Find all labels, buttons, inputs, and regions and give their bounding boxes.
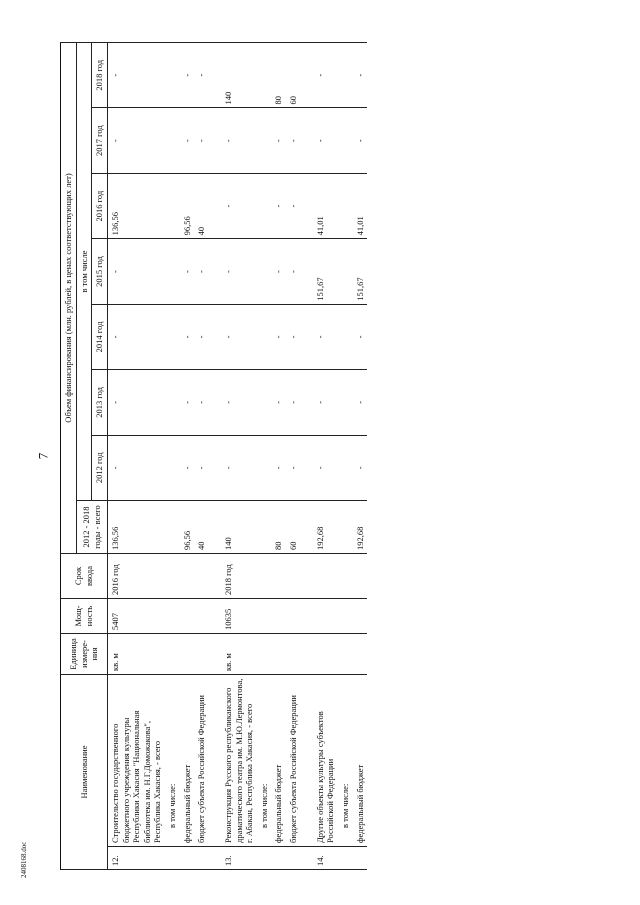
row-year-value: 80 xyxy=(271,43,286,108)
row-name: федеральный бюджет xyxy=(180,675,195,847)
row-number: 14. xyxy=(313,847,338,870)
row-name: в том числе: xyxy=(165,675,180,847)
row-total: 192,68 xyxy=(353,501,368,554)
row-year-value: - xyxy=(180,304,195,369)
row-total xyxy=(338,501,353,554)
row-year-value: - xyxy=(286,173,301,238)
header-commission: Срок ввода xyxy=(61,554,108,599)
row-capacity xyxy=(271,599,286,634)
row-year-value: - xyxy=(180,435,195,500)
row-number: 13. xyxy=(221,847,257,870)
row-year-value xyxy=(165,304,180,369)
row-year-value: - xyxy=(313,435,338,500)
row-capacity: 5407 xyxy=(107,599,165,634)
row-name: Реконструкция Русского республиканского драматического театра им. М.Ю.Лермонтова, г. Абакан, Республика Хакасия, - всего xyxy=(221,675,257,847)
row-year-value: - xyxy=(221,173,257,238)
row-year-value: - xyxy=(107,370,165,435)
row-total: 40 xyxy=(194,501,209,554)
row-year-value: - xyxy=(194,304,209,369)
row-year-value xyxy=(338,108,353,173)
row-year-value xyxy=(338,239,353,304)
row-commission-year xyxy=(165,554,180,599)
row-year-value: - xyxy=(313,108,338,173)
row-year-value: - xyxy=(353,370,368,435)
row-year-value xyxy=(338,304,353,369)
row-commission-year xyxy=(286,554,301,599)
row-commission-year xyxy=(257,554,272,599)
row-year-value: - xyxy=(180,108,195,173)
row-year-value xyxy=(257,43,272,108)
row-year-value: - xyxy=(286,108,301,173)
header-year: 2018 год xyxy=(92,43,108,108)
row-year-value: - xyxy=(194,43,209,108)
row-year-value: - xyxy=(271,173,286,238)
row-year-value: 40 xyxy=(194,173,209,238)
row-name: бюджет субъекта Российской Федерации xyxy=(194,675,209,847)
header-year: 2014 год xyxy=(92,304,108,369)
row-capacity xyxy=(286,599,301,634)
row-year-value xyxy=(257,370,272,435)
row-year-value: 140 xyxy=(221,43,257,108)
row-name: Строительство государственного бюджетного учреждения культуры Республики Хакасия "Национальная библиотека им. Н.Г.Доможакова", Республика Хакасия, - всего xyxy=(107,675,165,847)
row-year-value: - xyxy=(221,304,257,369)
row-year-value xyxy=(165,435,180,500)
row-year-value: - xyxy=(353,108,368,173)
row-total: 96,56 xyxy=(180,501,195,554)
row-total xyxy=(257,501,272,554)
row-number xyxy=(353,847,368,870)
row-commission-year xyxy=(180,554,195,599)
row-number: 12. xyxy=(107,847,165,870)
row-year-value: - xyxy=(271,435,286,500)
header-year: 2016 год xyxy=(92,173,108,238)
row-year-value: - xyxy=(271,304,286,369)
row-year-value xyxy=(165,173,180,238)
row-total: 136,56 xyxy=(107,501,165,554)
row-year-value: - xyxy=(221,435,257,500)
row-capacity xyxy=(180,599,195,634)
row-year-value: - xyxy=(107,435,165,500)
header-year: 2017 год xyxy=(92,108,108,173)
row-year-value xyxy=(338,370,353,435)
header-total: 2012 - 2018 годы - всего xyxy=(76,501,107,554)
row-unit xyxy=(338,634,353,675)
header-including: в том числе xyxy=(76,43,92,501)
row-commission-year xyxy=(271,554,286,599)
header-capacity: Мощ-ность xyxy=(61,599,108,634)
row-name: федеральный бюджет xyxy=(271,675,286,847)
table-row xyxy=(165,43,180,870)
row-commission-year xyxy=(194,554,209,599)
row-unit xyxy=(286,634,301,675)
row-year-value xyxy=(257,173,272,238)
header-name: Наименование xyxy=(61,675,108,870)
row-year-value: - xyxy=(180,43,195,108)
page-number: 7 xyxy=(35,452,51,460)
row-year-value xyxy=(257,239,272,304)
row-year-value xyxy=(165,239,180,304)
row-number xyxy=(194,847,209,870)
table-row xyxy=(313,43,338,870)
row-year-value: - xyxy=(353,304,368,369)
row-unit: кв. м xyxy=(221,634,257,675)
table-row xyxy=(221,43,257,870)
header-year: 2012 год xyxy=(92,435,108,500)
row-year-value: - xyxy=(180,239,195,304)
row-year-value: - xyxy=(286,239,301,304)
row-year-value: - xyxy=(107,43,165,108)
footer-filename: 2408168.doc xyxy=(20,841,28,878)
row-capacity xyxy=(338,599,353,634)
row-year-value: - xyxy=(221,108,257,173)
row-number xyxy=(165,847,180,870)
table-row xyxy=(194,43,209,870)
row-name: Другие объекты культуры субъектов Российской Федерации xyxy=(313,675,338,847)
row-total xyxy=(165,501,180,554)
row-commission-year xyxy=(338,554,353,599)
row-year-value: 41,01 xyxy=(353,173,368,238)
row-commission-year xyxy=(353,554,368,599)
table-row xyxy=(180,43,195,870)
row-name: бюджет субъекта Российской Федерации xyxy=(286,675,301,847)
header-year: 2015 год xyxy=(92,239,108,304)
row-year-value: - xyxy=(107,239,165,304)
row-year-value: - xyxy=(286,304,301,369)
row-unit xyxy=(194,634,209,675)
row-name: федеральный бюджет xyxy=(353,675,368,847)
row-commission-year xyxy=(313,554,338,599)
row-year-value: - xyxy=(194,435,209,500)
row-year-value: - xyxy=(271,239,286,304)
row-capacity xyxy=(257,599,272,634)
table-row xyxy=(271,43,286,870)
row-unit xyxy=(180,634,195,675)
row-year-value xyxy=(257,304,272,369)
row-year-value: 41,01 xyxy=(313,173,338,238)
row-year-value: - xyxy=(313,370,338,435)
row-commission-year: 2018 год xyxy=(221,554,257,599)
row-year-value: - xyxy=(180,370,195,435)
row-year-value xyxy=(338,173,353,238)
row-year-value: 151,67 xyxy=(353,239,368,304)
row-unit xyxy=(353,634,368,675)
financing-table xyxy=(60,42,367,870)
row-year-value: - xyxy=(107,108,165,173)
row-year-value xyxy=(338,43,353,108)
row-year-value xyxy=(257,435,272,500)
header-unit: Единица измере-ния xyxy=(61,634,108,675)
row-year-value: - xyxy=(286,370,301,435)
table-row xyxy=(338,43,353,870)
row-total: 80 xyxy=(271,501,286,554)
row-year-value: - xyxy=(271,108,286,173)
row-total: 60 xyxy=(286,501,301,554)
row-year-value: 136,56 xyxy=(107,173,165,238)
row-year-value: - xyxy=(353,435,368,500)
table-row xyxy=(107,43,165,870)
row-unit xyxy=(257,634,272,675)
row-number xyxy=(338,847,353,870)
table-row xyxy=(353,43,368,870)
row-year-value: - xyxy=(313,43,338,108)
row-year-value: - xyxy=(221,239,257,304)
row-year-value: - xyxy=(271,370,286,435)
row-year-value: 151,67 xyxy=(313,239,338,304)
row-total: 192,68 xyxy=(313,501,338,554)
row-total: 140 xyxy=(221,501,257,554)
row-number xyxy=(180,847,195,870)
row-number xyxy=(257,847,272,870)
row-unit xyxy=(313,634,338,675)
table-row xyxy=(257,43,272,870)
row-year-value: 60 xyxy=(286,43,301,108)
row-year-value: - xyxy=(194,370,209,435)
row-name: в том числе: xyxy=(338,675,353,847)
row-commission-year: 2016 год xyxy=(107,554,165,599)
row-name: в том числе: xyxy=(257,675,272,847)
row-unit xyxy=(271,634,286,675)
row-capacity xyxy=(313,599,338,634)
row-unit: кв. м xyxy=(107,634,165,675)
row-year-value xyxy=(165,108,180,173)
row-year-value: - xyxy=(221,370,257,435)
row-capacity xyxy=(165,599,180,634)
header-funding: Объем финансирования (млн. рублей, в ценах соответствующих лет) xyxy=(61,43,77,554)
row-capacity xyxy=(194,599,209,634)
row-year-value: - xyxy=(353,43,368,108)
row-capacity xyxy=(353,599,368,634)
row-year-value: - xyxy=(107,304,165,369)
row-year-value xyxy=(165,43,180,108)
row-year-value xyxy=(257,108,272,173)
row-capacity: 10635 xyxy=(221,599,257,634)
row-year-value xyxy=(338,435,353,500)
row-number xyxy=(286,847,301,870)
row-year-value: 96,56 xyxy=(180,173,195,238)
row-year-value: - xyxy=(313,304,338,369)
table-row xyxy=(286,43,301,870)
row-year-value xyxy=(165,370,180,435)
row-year-value: - xyxy=(286,435,301,500)
header-year: 2013 год xyxy=(92,370,108,435)
row-year-value: - xyxy=(194,239,209,304)
row-unit xyxy=(165,634,180,675)
row-number xyxy=(271,847,286,870)
row-year-value: - xyxy=(194,108,209,173)
